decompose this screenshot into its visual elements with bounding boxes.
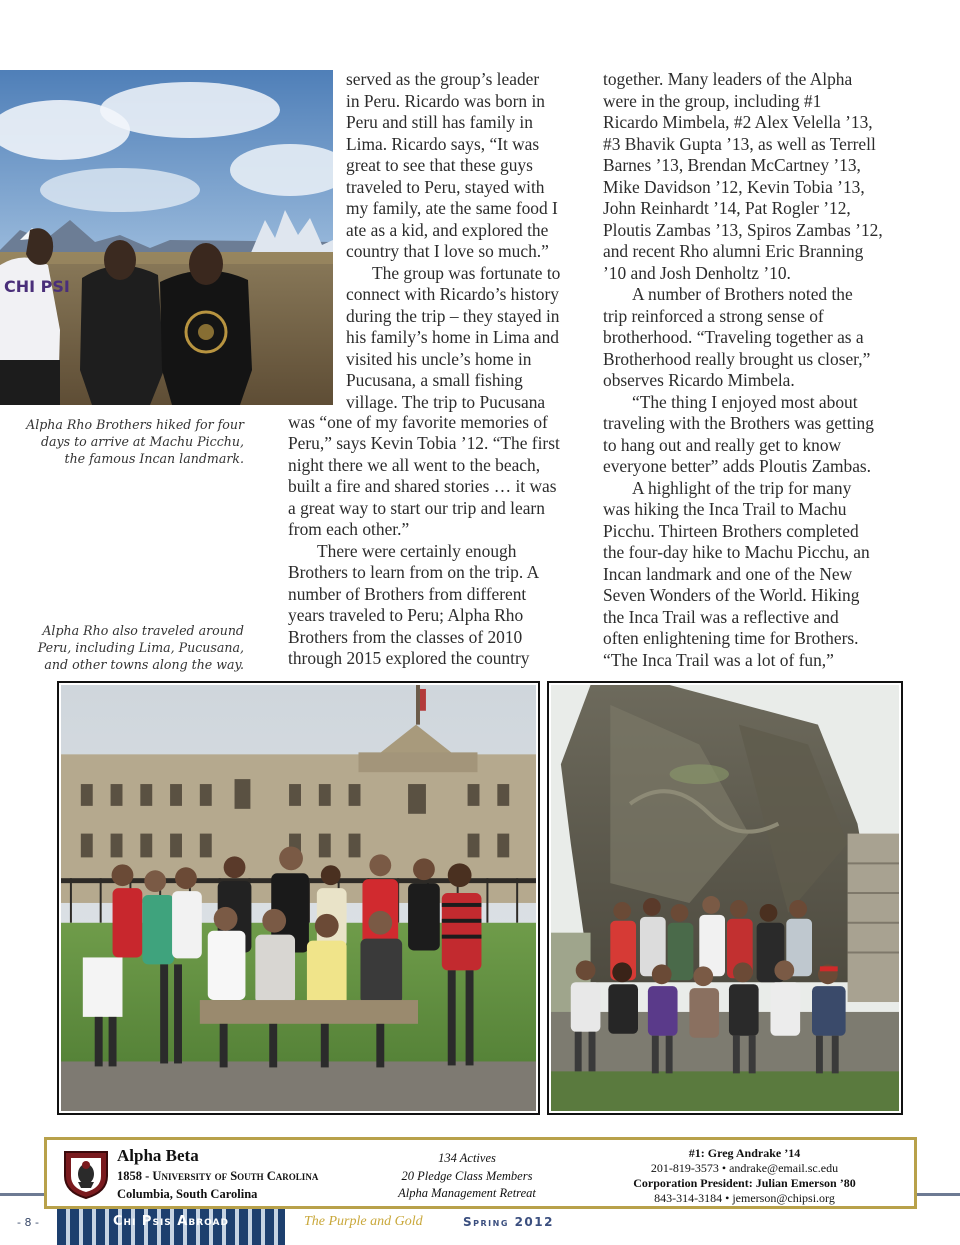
text-line: his family’s home in Lima and: [346, 327, 560, 347]
hikers-photo: [0, 70, 333, 405]
text-line: #3 Bhavik Gupta ’13, as well as Terrell: [603, 133, 876, 154]
text-line: A highlight of the trip for many: [632, 477, 852, 498]
text-line: traveled to Peru, stayed with: [346, 176, 545, 197]
caption-line: Alpha Rho Brothers hiked for four: [26, 417, 244, 432]
section-label: Chi Psis Abroad: [112, 1214, 229, 1229]
text-line: Pucusana, a small fishing: [346, 370, 523, 390]
chapter-contacts: [602, 1146, 887, 1206]
page-number: - 8 -: [17, 1216, 39, 1229]
text-line: “The Inca Trail was a lot of fun,”: [603, 649, 834, 670]
text-line: number of Brothers from different: [288, 583, 527, 604]
text-line: built a fire and shared stories … it was: [288, 476, 557, 496]
university-seal-icon: [61, 1148, 111, 1200]
contact-1-name: #1: Greg Andrake ’14: [688, 1146, 801, 1160]
machu-picchu-group-photo: [547, 681, 903, 1115]
text-line: John Reinhardt ’14, Pat Rogler ’12,: [603, 198, 851, 218]
text-line: Brotherhood really brought us closer,”: [603, 348, 871, 369]
hike-caption: [20, 416, 244, 467]
stat-actives: 134 Actives: [438, 1151, 496, 1165]
text-line: Seven Wonders of the World. Hiking: [603, 585, 860, 605]
caption-line: and other towns along the way.: [44, 657, 244, 672]
lima-group-photo: [57, 681, 540, 1115]
text-line: Ploutis Zambas ’13, Spiros Zambas ’12,: [603, 219, 883, 240]
text-line: was hiking the Inca Trail to Machu: [603, 499, 847, 519]
text-line: from each other.”: [288, 519, 410, 539]
caption-line: Peru, including Lima, Pucusana,: [37, 640, 244, 655]
text-line: Lima. Ricardo says, “It was: [346, 133, 540, 154]
article-column-1-narrow: [346, 69, 586, 413]
text-line: connect with Ricardo’s history: [346, 284, 559, 304]
text-line: Brothers to learn from on the trip. A: [288, 562, 540, 582]
text-line: Incan landmark and one of the New: [603, 563, 853, 584]
contact-2-info: 843-314-3184 • jemerson@chipsi.org: [654, 1191, 835, 1205]
text-line: Barnes ’13, Brendan McCartney ’13,: [603, 155, 861, 175]
text-line: often enlightening time for Brothers.: [603, 628, 859, 648]
text-line: visited his uncle’s home in: [346, 348, 532, 369]
text-line: brotherhood. “Traveling together as a: [603, 327, 864, 347]
text-line: served as the group’s leader: [346, 69, 540, 89]
text-line: ’10 and Josh Denholtz ’10.: [603, 262, 791, 283]
text-line: Ricardo Mimbela, #2 Alex Velella ’13,: [603, 112, 873, 132]
text-line: together. Many leaders of the Alpha: [603, 69, 853, 89]
text-line: trip reinforced a strong sense of: [603, 305, 824, 326]
text-line: night there we all went to the beach,: [288, 454, 541, 475]
text-line: observes Ricardo Mimbela.: [603, 370, 795, 390]
text-line: to hang out and really get to know: [603, 434, 842, 455]
contact-1-info: 201-819-3573 • andrake@email.sc.edu: [650, 1161, 839, 1175]
text-line: traveling with the Brothers was getting: [603, 413, 874, 433]
shirt-print: CHI PSI: [4, 277, 70, 296]
stat-retreat: Alpha Management Retreat: [398, 1186, 536, 1200]
text-line: years traveled to Peru; Alpha Rho: [288, 605, 524, 625]
article-column-2: [603, 69, 943, 671]
caption-line: Alpha Rho also traveled around: [42, 623, 244, 638]
issue-label: Spring 2012: [463, 1215, 554, 1229]
text-line: and recent Rho alumni Eric Branning: [603, 241, 864, 261]
text-line: ate as a kid, and explored the: [346, 219, 549, 240]
text-line: Picchu. Thirteen Brothers completed: [603, 520, 859, 541]
caption-line: days to arrive at Machu Picchu,: [40, 434, 244, 449]
text-line: were in the group, including #1: [603, 90, 822, 111]
text-line: Brothers from the classes of 2010: [288, 626, 523, 647]
text-line: great to see that these guys: [346, 155, 533, 175]
text-line: village. The trip to Pucusana: [346, 391, 546, 412]
text-line: my family, ate the same food I: [346, 198, 558, 218]
text-line: during the trip – they stayed in: [346, 305, 560, 326]
text-line: everyone better” adds Ploutis Zambas.: [603, 456, 872, 476]
footer-rule-left: [0, 1193, 44, 1196]
text-line: Peru and still has family in: [346, 112, 533, 132]
text-line: Peru,” says Kevin Tobia ’12. “The first: [288, 433, 560, 453]
text-line: through 2015 explored the country: [288, 648, 530, 668]
text-line: the Inca Trail was a reflective and: [603, 606, 839, 627]
travel-caption: [20, 622, 244, 673]
text-line: a great way to start our trip and learn: [288, 497, 545, 518]
stat-pledges: 20 Pledge Class Members: [401, 1168, 533, 1183]
chapter-stats: [387, 1150, 547, 1203]
text-line: “The thing I enjoyed most about: [632, 391, 858, 412]
text-line: There were certainly enough: [317, 540, 517, 561]
text-line: in Peru. Ricardo was born in: [346, 90, 545, 111]
chapter-name: Alpha Beta: [117, 1146, 199, 1165]
caption-line: the famous Incan landmark.: [64, 451, 244, 466]
chapter-city: Columbia, South Carolina: [117, 1187, 258, 1201]
text-line: the four-day hike to Machu Picchu, an: [603, 542, 870, 562]
contact-2-name: Corporation President: Julian Emerson ’80: [633, 1176, 856, 1190]
text-line: country that I love so much.”: [346, 241, 549, 261]
chapter-university: 1858 - University of South Carolina: [117, 1169, 319, 1183]
article-column-1-wide: [288, 412, 588, 670]
text-line: A number of Brothers noted the: [632, 284, 853, 304]
chapter-info-box: [44, 1137, 917, 1209]
text-line: was “one of my favorite memories of: [288, 411, 548, 432]
text-line: Mike Davidson ’12, Kevin Tobia ’13,: [603, 176, 865, 197]
text-line: The group was fortunate to: [372, 262, 561, 283]
footer-rule-right: [917, 1193, 960, 1196]
publication-name: The Purple and Gold: [304, 1214, 423, 1229]
